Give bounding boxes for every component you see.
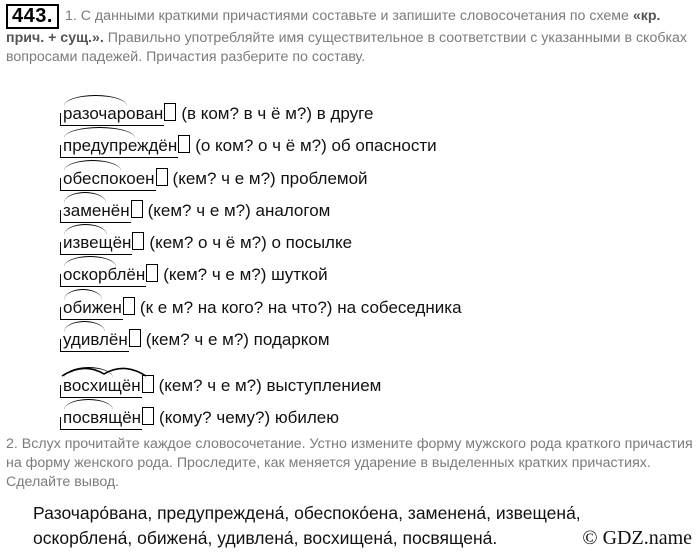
task-1-text-end: Правильно употребляйте имя существительное в соответствии с указанными в скобках вопросами падежей. Причастия разберите по составу. [6,30,687,65]
phrase-row [60,257,462,289]
phrase-row [60,368,462,400]
phrase-row [60,322,462,368]
phrase-list [60,96,462,433]
phrase-rest: (кем? ч е м?) проблемой [172,168,368,188]
watermark: © GDZ.name [582,527,692,549]
ending-mark [146,264,158,282]
participle-word: извещён [60,233,132,255]
root-mark [64,256,116,267]
exercise-number: 443. [6,4,59,29]
root-mark [64,224,107,235]
root-mark [64,160,121,171]
phrase-rest: (кому? чему?) юбилею [159,408,339,428]
ending-mark [123,297,135,315]
answer-line-2: оскорблена́, обижена́, удивлена́, восхищена́, посвящена́. [33,528,498,548]
phrase-row [60,161,462,193]
root-mark [64,95,127,106]
phrase-rest: (о ком? о ч ё м?) об опасности [195,136,437,156]
root-mark [64,289,102,300]
ending-mark [142,375,154,393]
phrase-rest: (кем? ч е м?) выступлением [158,376,382,396]
phrase-row [60,400,462,432]
task-1-text-start: 1. С данными краткими причастиями составьте и запишите словосочетания по схеме [64,8,633,24]
ending-mark [156,168,168,186]
ending-mark [142,407,154,425]
participle-word: заменён [60,201,131,223]
participle-word: посвящён [60,408,142,430]
phrase-row [60,128,462,160]
phrase-rest: (кем? о ч ё м?) о посылке [149,233,353,253]
answer-line-1: Разочаро́вана, предупреждена́, обеспоко́ена, заменена́, извещена́, [33,503,581,523]
task-2-instructions: 2. Вслух прочитайте каждое словосочетание. Устно измените форму мужского рода краткого причастия на форму женского рода. Проследите, как меняется ударение в выделенных кратких причастиях. Сделайте вывод. [6,436,693,490]
phrase-row [60,290,462,322]
phrase-row [60,96,462,128]
participle-word: разочарован [60,104,164,126]
phrase-rest: (кем? ч е м?) шуткой [163,265,328,285]
ending-mark [164,103,176,121]
ending-mark [178,135,190,153]
participle-word: восхищён [60,376,142,398]
participle-word: обижен [60,298,123,320]
ending-mark [131,200,143,218]
task-1-instructions [6,4,692,67]
participle-word: оскорблён [60,265,146,287]
root-mark [64,367,113,378]
task-1-scheme: «кр. прич. + сущ.». [6,8,661,46]
root-mark [64,192,106,203]
phrase-row [60,225,462,257]
root-mark [64,127,135,138]
root-mark [64,399,113,410]
phrase-rest: (к е м? на кого? на что?) на собеседника [139,297,462,317]
participle-word: обеспокоен [60,169,156,191]
root-mark [64,321,105,332]
ending-mark [132,232,144,250]
participle-word: удивлён [60,330,129,352]
participle-word: предупреждён [60,136,178,158]
phrase-rest: (кем? ч е м?) аналогом [147,200,331,220]
phrase-rest: (кем? ч е м?) подарком [145,330,330,350]
ending-mark [129,329,141,347]
phrase-rest: (в ком? в ч ё м?) в друге [181,104,374,123]
phrase-row [60,193,462,225]
